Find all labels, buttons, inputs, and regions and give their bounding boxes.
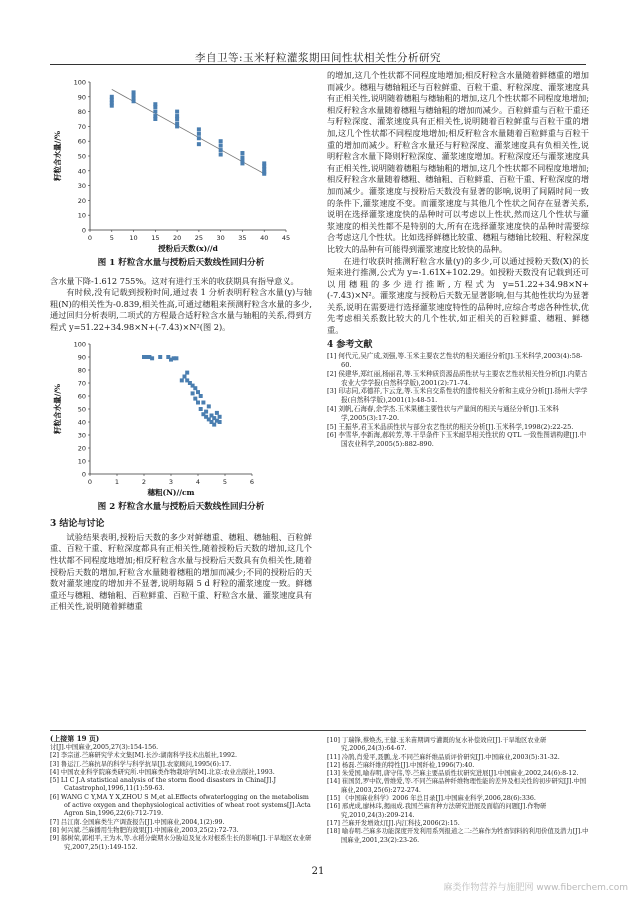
y-tick-label: 30 (77, 431, 86, 440)
data-point (175, 110, 179, 114)
figure-2-chart (50, 338, 312, 498)
section-heading: 4 参考文献 (327, 339, 373, 350)
data-point (175, 117, 179, 121)
x-tick-label: 30 (216, 234, 225, 242)
reference-item: [14] 崔国贤,罗中钦,曾维爱,等.不同苎麻品种纤维物理性能的差异及相关性的初步研究[J].中国麻业,2003,25(6):272-274. (327, 778, 587, 794)
data-point (183, 374, 187, 378)
data-point (193, 386, 197, 390)
bottom-right-references (327, 737, 589, 845)
y-tick-label: 30 (77, 182, 86, 191)
data-point (193, 396, 197, 400)
data-point (219, 139, 223, 143)
data-point (240, 151, 244, 155)
y-tick-label: 80 (77, 108, 86, 117)
x-tick-label: 4 (195, 477, 201, 486)
header-rule (50, 64, 586, 65)
y-tick-label: 20 (77, 444, 86, 453)
x-tick-label: 25 (194, 234, 204, 242)
data-point (174, 356, 178, 360)
data-point (207, 404, 211, 408)
x-tick-label: 40 (260, 234, 269, 242)
figure-1-chart (50, 76, 312, 254)
figure-1 (50, 76, 312, 254)
data-point (196, 390, 200, 394)
watermark-text: 麻类作物营养与施肥网 www.fiberchem.com (443, 883, 628, 893)
reference-item: [4] 刘帆,石海春,余学杰.玉米果穗主要性状与产量间的相关与通径分析[J].玉米科学,2005(3):17-20. (327, 405, 560, 422)
x-tick-label: 10 (129, 234, 138, 242)
data-point (191, 391, 195, 395)
data-point (185, 370, 189, 374)
page-number: 21 (311, 866, 325, 877)
reference-item: [3] 鲁运江.苎麻抗旱的科学与科学抗旱[J].农家顾问,1995(6):17. (50, 760, 232, 768)
x-tick-label: 15 (151, 234, 160, 242)
x-tick-label: 2 (141, 477, 147, 486)
reference-item: [3] 印志同,邓德祥,卞云龙,等.玉米自交系性状的遗传相关分析和主成分分析[J].扬州大学学报(自然科学版),2001(1):48-51. (327, 387, 588, 405)
reference-item: 讨[J].中国麻业,2005,27(3):154-156. (50, 744, 159, 751)
y-tick-label: 50 (77, 405, 86, 414)
data-point (240, 161, 244, 165)
data-point (153, 110, 157, 114)
left-column (50, 76, 312, 613)
data-point (204, 409, 208, 413)
reference-item: [6] 李雪华,李新海,郝转芳,等.干旱条件下玉米耐旱相关性状的 QTL 一致性图谱构建[J].中国农业科学,2005(5):882-890. (327, 431, 587, 449)
y-tick-label: 90 (77, 93, 86, 102)
data-point (158, 355, 162, 359)
y-tick-label: 10 (77, 457, 86, 466)
reference-item: [8] 何兴斌.苎麻播用生物肥的效果[J].中国麻业,2003,25(2):72-73. (50, 826, 239, 834)
data-point (110, 104, 114, 108)
data-point (212, 422, 216, 426)
y-tick-label: 0 (81, 470, 86, 479)
bottom-left-references (50, 744, 312, 852)
reference-item: [16] 邢虎成,廖林玮,揭雨成.我国苎麻育种方法研究进展及面临的问题[J].作物研究,2010,24(3):209-214. (327, 803, 547, 819)
data-point (219, 153, 223, 157)
y-tick-label: 100 (73, 78, 86, 87)
y-tick-label: 60 (77, 392, 86, 401)
x-tick-label: 0 (87, 477, 93, 486)
reference-item: [2] 侯建华,郑红丽,杨丽君,等.玉米种质资源品质性状与主要农艺性状相关性分析[J].内蒙古农业大学学报(自然科学版),2001(2):71-74. (327, 369, 588, 387)
x-tick-label: 6 (249, 477, 255, 486)
section-heading: 3 结论与讨论 (50, 519, 105, 530)
bottom-rule (50, 730, 586, 731)
data-point (132, 99, 136, 103)
reference-item: [9] 郝树荣,郭相平,王为木,等.水稻分蘖期水分胁迫及复水对根系生长的影响[J].干旱地区农业研究,2007,25(1):149-152. (50, 835, 312, 851)
reference-item: [1] 何代元,吴广成,刘强,等.玉米主要农艺性状的相关通径分析[J].玉米科学,2003(4):58-60. (327, 352, 583, 370)
y-tick-label: 20 (77, 196, 86, 205)
x-tick-label: 35 (238, 234, 247, 242)
reference-item: [15] 《中国麻业科学》2006 年总目录[J].中国麻业科学,2006,28(6):336. (327, 795, 536, 803)
x-tick-label: 5 (109, 234, 114, 242)
right-column (327, 70, 589, 449)
data-point (153, 117, 157, 121)
paragraph: 有时候,没有记载到授粉时间,通过表 1 分析表明籽粒含水量(y)与轴粗(N)的相关性为-0.839,相关性高,可通过穗粗来预测籽粒含水量的多少,通过回归分析表明,二项式的方程最合适籽粒含水量与轴粗的关系,得到方程式 y=51.22+34.98×N+(-7.43)×N²(图 2)。 (50, 287, 312, 332)
data-point (150, 356, 154, 360)
figure-1-caption: 图 1 籽粒含水量与授粉后天数线性回归分析 (97, 258, 265, 268)
reference-item: [7] 吕江南.全国麻类生产调查报告[J].中国麻业,2004,1(2):99. (50, 818, 225, 826)
reference-item: [4] 中国农业科学院麻类研究所.中国麻类作物栽培学[M].北京:农业出版社,1993. (50, 768, 275, 776)
reference-item: [6] WANG C Y,MA Y X,ZHOU S M,et al.Effects ofwaterlogging on the metabolism of active oxygen and thephysiological activities of wheat root systems[J].Acta Agron Sin,1996,22(6):712-719. (50, 793, 311, 818)
reference-item: [5] LI C J.A statistical analysis of the storm flood disasters in China[J].J Catastrophol,1996,11(1):59-63. (50, 777, 277, 793)
reference-item: [17] 苎麻开发增效灯[J].内江科技,2006(2):15. (327, 819, 460, 827)
x-tick-label: 0 (87, 234, 93, 242)
data-point (219, 144, 223, 148)
y-axis-title: 籽粒含水量//% (53, 130, 62, 182)
y-tick-label: 70 (77, 122, 86, 131)
y-tick-label: 40 (77, 418, 86, 427)
figure-2-caption: 图 2 籽粒含水量与授粉后天数线性回归分析 (97, 501, 265, 512)
data-point (262, 172, 266, 176)
x-tick-label: 20 (172, 234, 182, 242)
data-point (197, 136, 201, 140)
data-point (215, 410, 219, 414)
data-point (180, 378, 184, 382)
paragraph: 的增加,这几个性状都不同程度地增加;相反籽粒含水量随着鲜穗重的增加而减少。穗粗与穗轴粗还与百粒鲜重、百粒干重、籽粒深度、灌浆速度具有正相关性,说明随着穗粗与穗轴粗的增加,这几个性状都不同程度地增加;相反籽粒含水量随着穗粗与穗轴粗的增加而减少。百粒鲜重与百粒干重还与籽粒深度、灌浆速度具有正相关性,说明随着百粒鲜重与百粒干重的增加,这几个性状都不同程度地增加;相反籽粒含水量随着百粒鲜重与百粒干重的增加而减少。籽粒含水量还与籽粒深度、灌浆速度具有负相关性,说明籽粒含水量下降则籽粒深度、灌浆速度增加。籽粒深度还与灌浆速度具有正相关性,说明随着穗粗与穗轴粗的增加,这几个性状都不同程度地增加;相反籽粒含水量随着穗粗、穗轴粗、百粒鲜重、百粒干重、籽粒深度的增加而减少。灌浆速度与授粉后天数没有显著的影响,说明了间隔时间一致的条件下,灌浆速度不变。而灌浆速度与其他几个性状之间存在显著关系,说明在选择灌浆速度快的品种时可以考虑以上性状,然而这几个性状与灌浆速度的相关性都不是特别的大,所有在选择灌浆速度快的品种时需要综合考虑这几个性状。比如选择鲜穗比较重、穗粗与穗轴比较粗、籽粒深度比较大的品种有可能得到灌浆速度比较快的品种。 (327, 70, 590, 254)
data-point (197, 127, 201, 131)
reference-item: [18] 喻春明.苎麻多功能深度开发利用系列报道之二:苎麻作为牲畜饲料的利用价值及潜力[J].中国麻业,2001,23(2):23-26. (327, 828, 589, 844)
reference-item: [13] 朱爱国,喻春明,唐守伟,等.苎麻主要品质性状研究进展[J].中国麻业,2002,24(6):8-12. (327, 770, 579, 778)
data-point (199, 394, 203, 398)
running-head: 李自卫等:玉米籽粒灌浆期田间性状相关性分析研究 (194, 52, 442, 64)
x-axis-title: 穗粗(N)//cm (147, 487, 195, 497)
continued-note: (上接第 19 页) (50, 734, 100, 743)
reference-item: [2] 李宗道.苎麻研究学术文集[M].长沙:湖南科学技术出版社,1992. (50, 752, 237, 760)
data-point (199, 407, 203, 411)
y-tick-label: 10 (77, 211, 86, 220)
reference-item: [12] 杨磊.苎麻纤维的特性[J].中国纤检,1996(7):40. (327, 761, 475, 769)
data-point (197, 142, 201, 146)
data-point (153, 105, 157, 109)
y-tick-label: 0 (81, 226, 86, 235)
y-tick-label: 70 (77, 379, 86, 388)
paragraph: 含水量下降-1.612 755%。这对有进行玉米的收获期具有指导意义。 (50, 275, 299, 286)
y-tick-label: 60 (77, 137, 86, 146)
data-point (218, 420, 222, 424)
data-point (219, 148, 223, 152)
x-tick-label: 1 (114, 477, 120, 486)
x-axis-title: 授粉后天数(x)//d (158, 244, 218, 253)
reference-list (327, 352, 589, 449)
data-point (175, 124, 179, 128)
reference-item: [10] 丁瑞锋,蔡焕杰,王健.玉米苗期调亏灌溉的复水补偿效应[J].干旱地区农业研究,2006,24(3):64-67. (327, 737, 547, 753)
y-tick-label: 100 (73, 340, 86, 349)
y-tick-label: 90 (77, 353, 86, 362)
x-tick-label: 3 (168, 477, 174, 486)
data-point (196, 400, 200, 404)
paragraph: 试验结果表明,授粉后天数的多少对鲜穗重、穗粗、穗轴粗、百粒鲜重、百粒干重、籽粒深度都具有正相关性,随着授粉后天数的增加,这几个性状都不同程度地增加;相反籽粒含水量与授粉后天数具有负相关性,随着授粉后天数的增加,籽粒含水量随着穗粗的增加而减少;不同的授粉后的天数对灌浆速度的增加并不显著,说明每隔 5 d 籽粒的灌浆速度一致。鲜穗重还与穗粗、穗轴粗、百粒鲜重、百粒干重、籽粒含水量、灌浆速度具有正相关性,说明随着鲜穗重 (50, 531, 313, 612)
y-tick-label: 40 (77, 167, 86, 176)
figure-2 (50, 338, 312, 498)
x-tick-label: 5 (222, 477, 228, 486)
y-tick-label: 80 (77, 366, 86, 375)
reference-item: [5] 王振华,君玉米品质性状与部分农艺性状的相关分析[J].玉米科学,1998(2):22-25. (327, 422, 574, 431)
data-point (197, 132, 201, 136)
reference-item: [11] 冷鹃,肖爱平,聂鹏,龙.不同苎麻纤维品质评价研究[J].中国麻业,2003(5):31-32. (327, 753, 560, 761)
y-tick-label: 50 (77, 152, 86, 161)
data-point (201, 400, 205, 404)
x-tick-label: 45 (281, 234, 291, 242)
data-point (218, 414, 222, 418)
paragraph: 在进行收获时推测籽粒含水量(y)的多少,可以通过授粉天数(X)的长短来进行推测,公式为 y=-1.61X+102.29。如授粉天数没有记载到还可以用穗粗的多少进行推断,方程式为 y=51.22+34.98×N+(-7.43)×N²。灌浆速度与授粉后天数无显著影响,但与其他性状均为显著关系,说明在需要进行选择灌浆速度特性的品种时,应综合考虑各种性状,优先考虑相关系数比较大的几个性状,如正相关的百粒鲜重、穗粗、鲜穗重。 (327, 255, 589, 336)
y-axis-title: 籽粒含水量//% (53, 383, 62, 434)
